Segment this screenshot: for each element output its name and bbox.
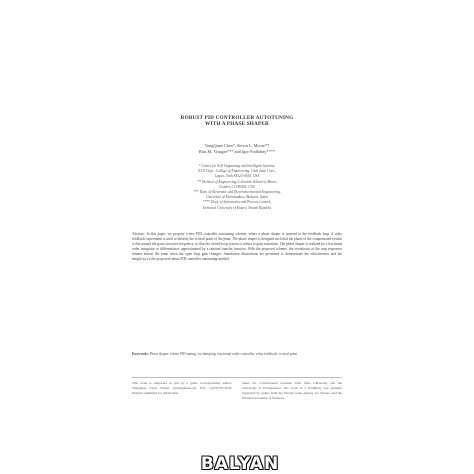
paper-title-line: WITH A PHASE SHAPER: [205, 121, 269, 128]
abstract: Abstract: In this paper, we propose a new PID controller autotuning scheme, where a phase shaper is inserted to the feedback loop. A relay feedback experiment is used to identify the critical point of the plant. The phase shaper is designed such that the phase of the compensated system is flat around the gain crossover frequency, so that the closed-loop system is robust to gain variations. The phase shaper is realized by a fractional order integrator or differentiator, approximated by a rational transfer function. With the proposed scheme, the overshoots of the step responses remain almost the same when the open loop gain changes. Simulation illustrations are presented to demonstrate the effectiveness and the simplicity of the proposed robust PID controller autotuning method.: [132, 232, 342, 262]
affiliation-line: * Center for Self-Organizing and Intelligent Systems,: [198, 164, 276, 168]
affiliation-line: Logan, Utah 84322-4160, USA: [214, 174, 260, 179]
paper-authors: [150, 143, 324, 154]
footnote-divider: [132, 377, 342, 378]
author-line: YangQuan Chen*, Kevin L. Moore**: [204, 143, 270, 148]
keywords-text: Phase shaper, robust PID tuning, iso-damping, fractional order controller, relay feedback, critical point.: [149, 352, 299, 356]
footnote-left: This work is supported in part by a grant. Corresponding author: YangQuan Chen. Email: yqchen@ieee.org. Fax: 1(435)797-3054. Preprint submitted for publication.: [132, 381, 232, 395]
paper-title: [150, 115, 324, 128]
affiliations: [150, 164, 324, 211]
author-line: Blas M. Vinagre*** and Igor Podlubny****: [198, 148, 276, 154]
paper-title-line: ROBUST PID CONTROLLER AUTOTUNING: [180, 115, 294, 121]
affiliation-line: Golden, CO 80401, USA: [219, 184, 255, 189]
affiliation-line: **** Dept. of Informatics and Process Control,: [202, 200, 272, 205]
affiliation-line: University of Extremadura, Badajoz, Spain: [206, 195, 268, 200]
affiliation-line: ** Division of Engineering, Colorado School of Mines,: [197, 179, 277, 184]
affiliation-line: Technical University of Kosice, Slovak Republic: [202, 205, 272, 210]
footnote-right: under the Collaboration between Utah State University and the University of Extremadura. The work of I. Podlubny was partially supported by grants from the Slovak Grant Agency for Science and the National Academy of Sciences.: [242, 381, 342, 400]
affiliation-line: ECE Dept., College of Engineering, Utah State Univ.,: [198, 169, 276, 174]
keywords: [132, 352, 342, 357]
keywords-label: Keywords:: [132, 352, 149, 356]
watermark-logo: BALYAN: [200, 454, 280, 474]
affiliation-line: *** Dept. of Electronic and Electromechanical Engineering,: [193, 190, 281, 195]
